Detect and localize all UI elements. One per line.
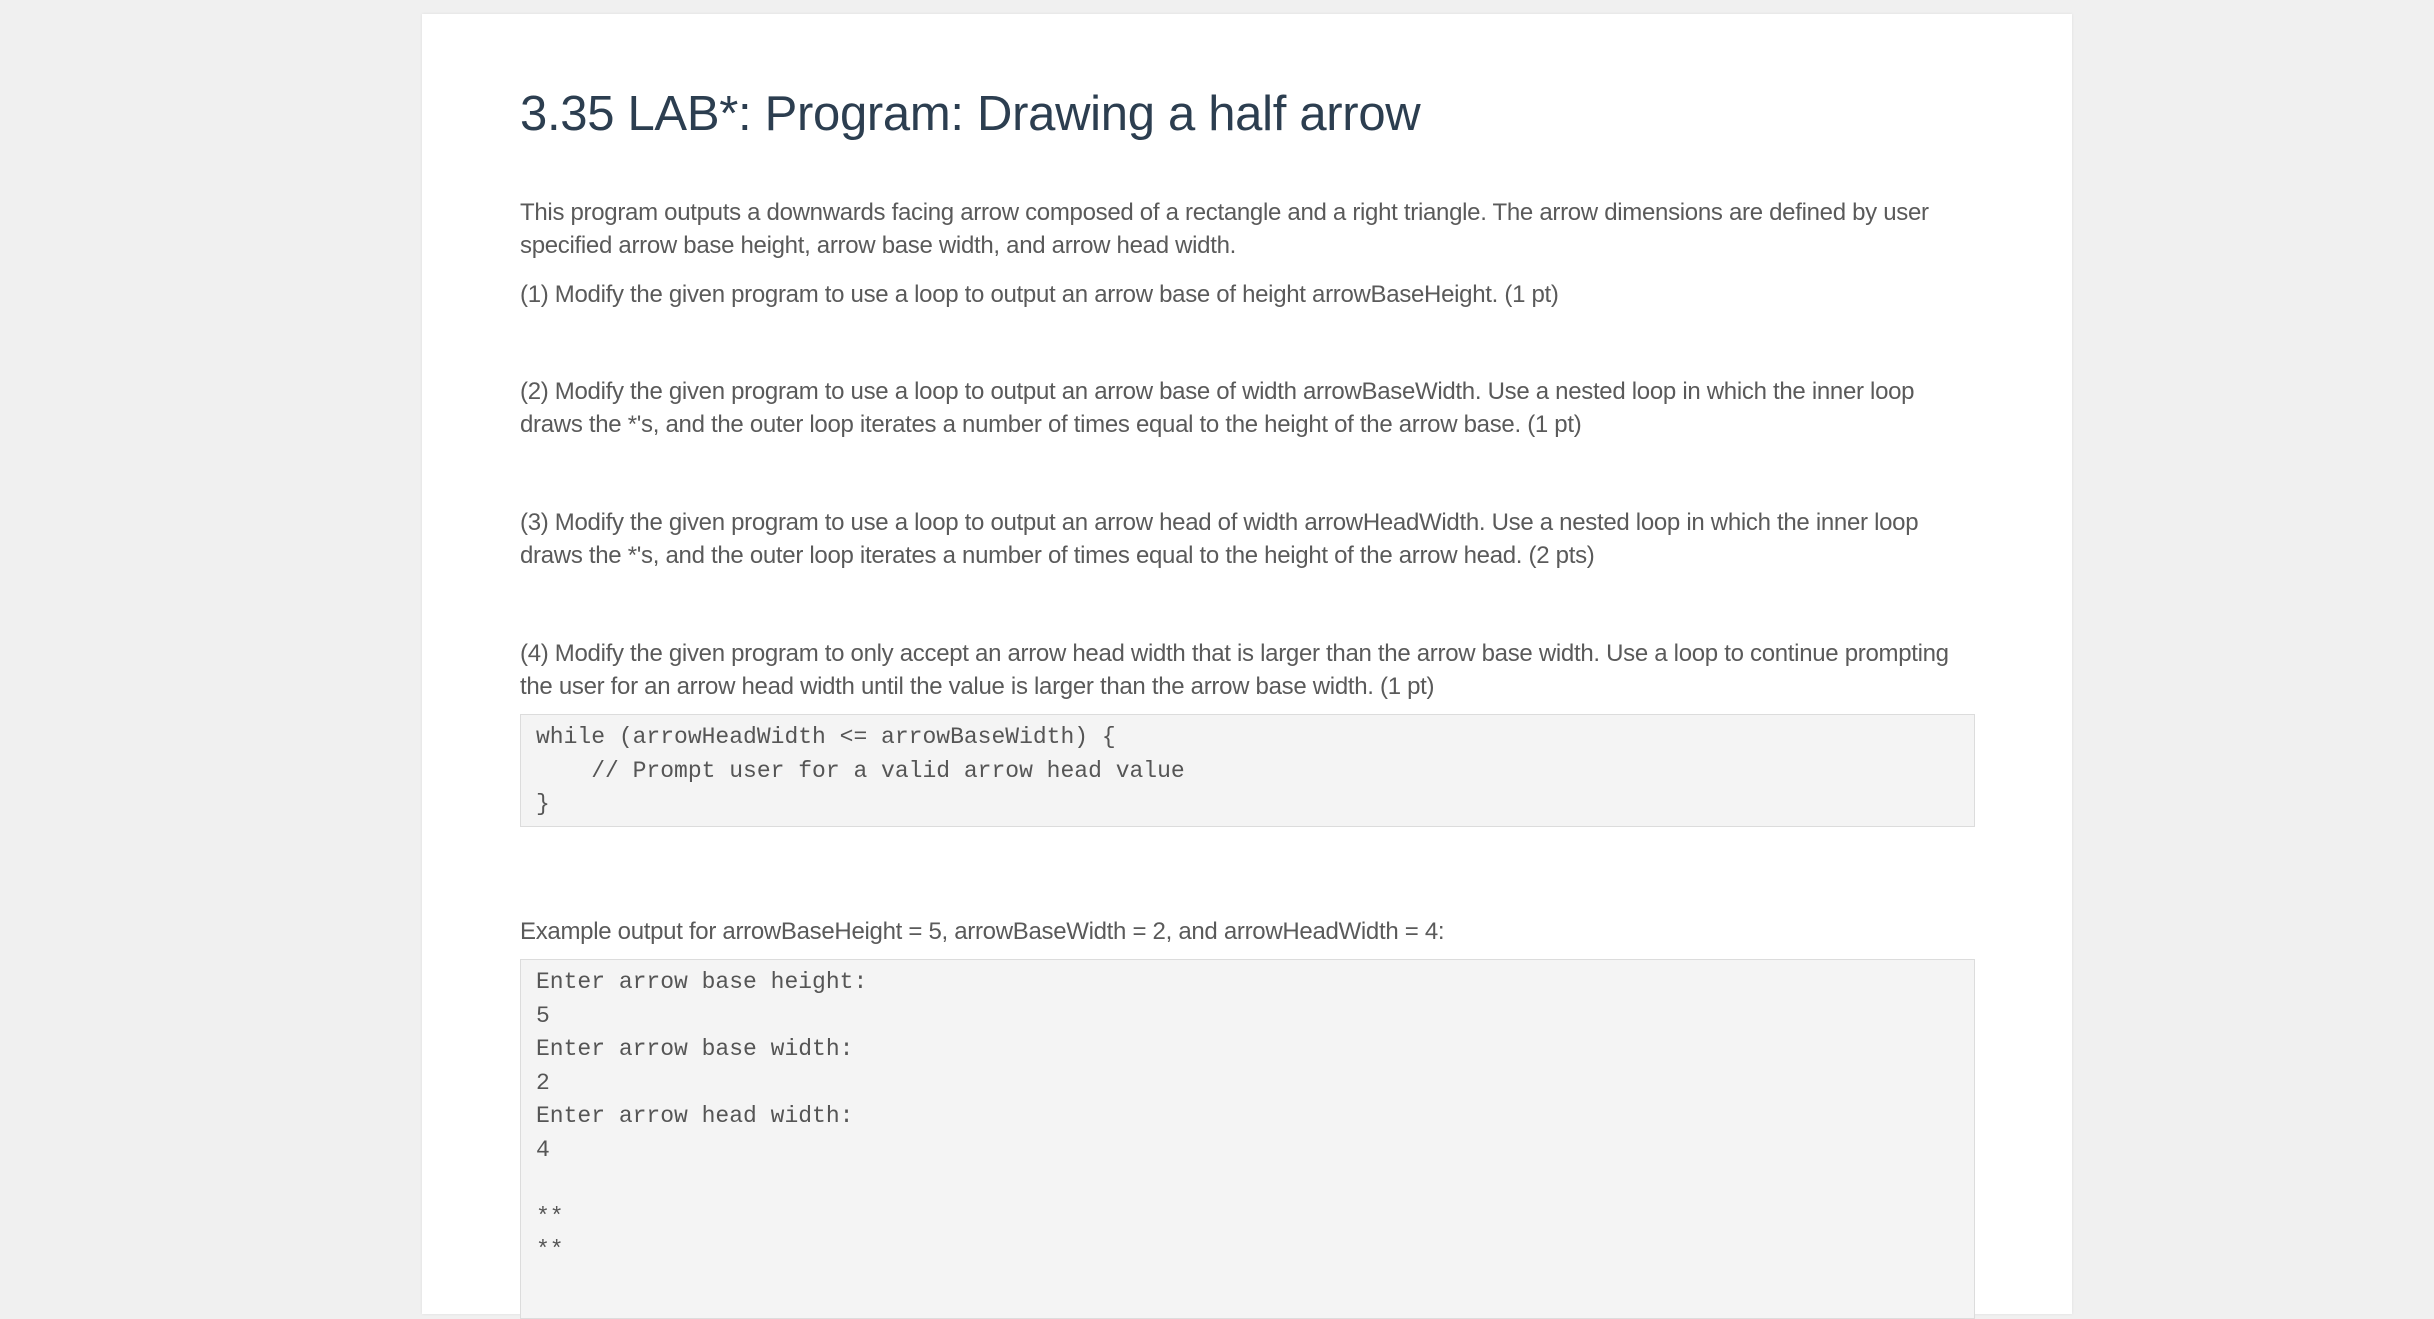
output-line: 5: [536, 1002, 550, 1029]
output-line: [536, 1167, 1959, 1201]
step-1-text: (1) Modify the given program to use a loop to output an arrow base of height arrowBaseHeight. (1 pt): [520, 281, 1559, 308]
output-line: Enter arrow head width:: [536, 1103, 854, 1129]
output-line: Enter arrow base width:: [536, 1036, 854, 1062]
step-2-text: (2) Modify the given program to use a loop to output an arrow base of width arrowBaseWidth. Use a nested loop in which the inner loop draws the *'s, and the outer loop iterates a number of times equal to the height of the arrow base. (1 pt): [520, 378, 1915, 438]
output-line: 4: [536, 1136, 550, 1163]
code-snippet-block: [520, 714, 1975, 827]
output-line: Enter arrow base height:: [536, 969, 868, 995]
example-caption: Example output for arrowBaseHeight = 5, arrowBaseWidth = 2, and arrowHeadWidth = 4:: [520, 918, 1445, 945]
example-output-block: [520, 959, 1975, 1319]
code-line: // Prompt user for a valid arrow head value: [536, 757, 1185, 784]
output-line: **: [536, 1203, 564, 1230]
content-page: [422, 14, 2072, 1314]
output-line: **: [536, 1237, 564, 1263]
page-title: 3.35 LAB*: Program: Drawing a half arrow: [520, 87, 1421, 141]
step-4-text: (4) Modify the given program to only accept an arrow head width that is larger than the arrow base width. Use a loop to continue prompting the user for an arrow head width until the value is larger than the arrow base width. (1 pt): [520, 640, 1949, 700]
output-line: 2: [536, 1069, 550, 1096]
code-line: }: [536, 791, 550, 817]
step-3-text: (3) Modify the given program to use a loop to output an arrow head of width arrowHeadWidth. Use a nested loop in which the inner loop draws the *'s, and the outer loop iterates a number of times equal to the height of the arrow head. (2 pts): [520, 509, 1919, 569]
intro-paragraph: This program outputs a downwards facing arrow composed of a rectangle and a right triangle. The arrow dimensions are defined by user specified arrow base height, arrow base width, and arrow head width.: [520, 199, 1929, 259]
code-line: while (arrowHeadWidth <= arrowBaseWidth) {: [536, 724, 1116, 750]
